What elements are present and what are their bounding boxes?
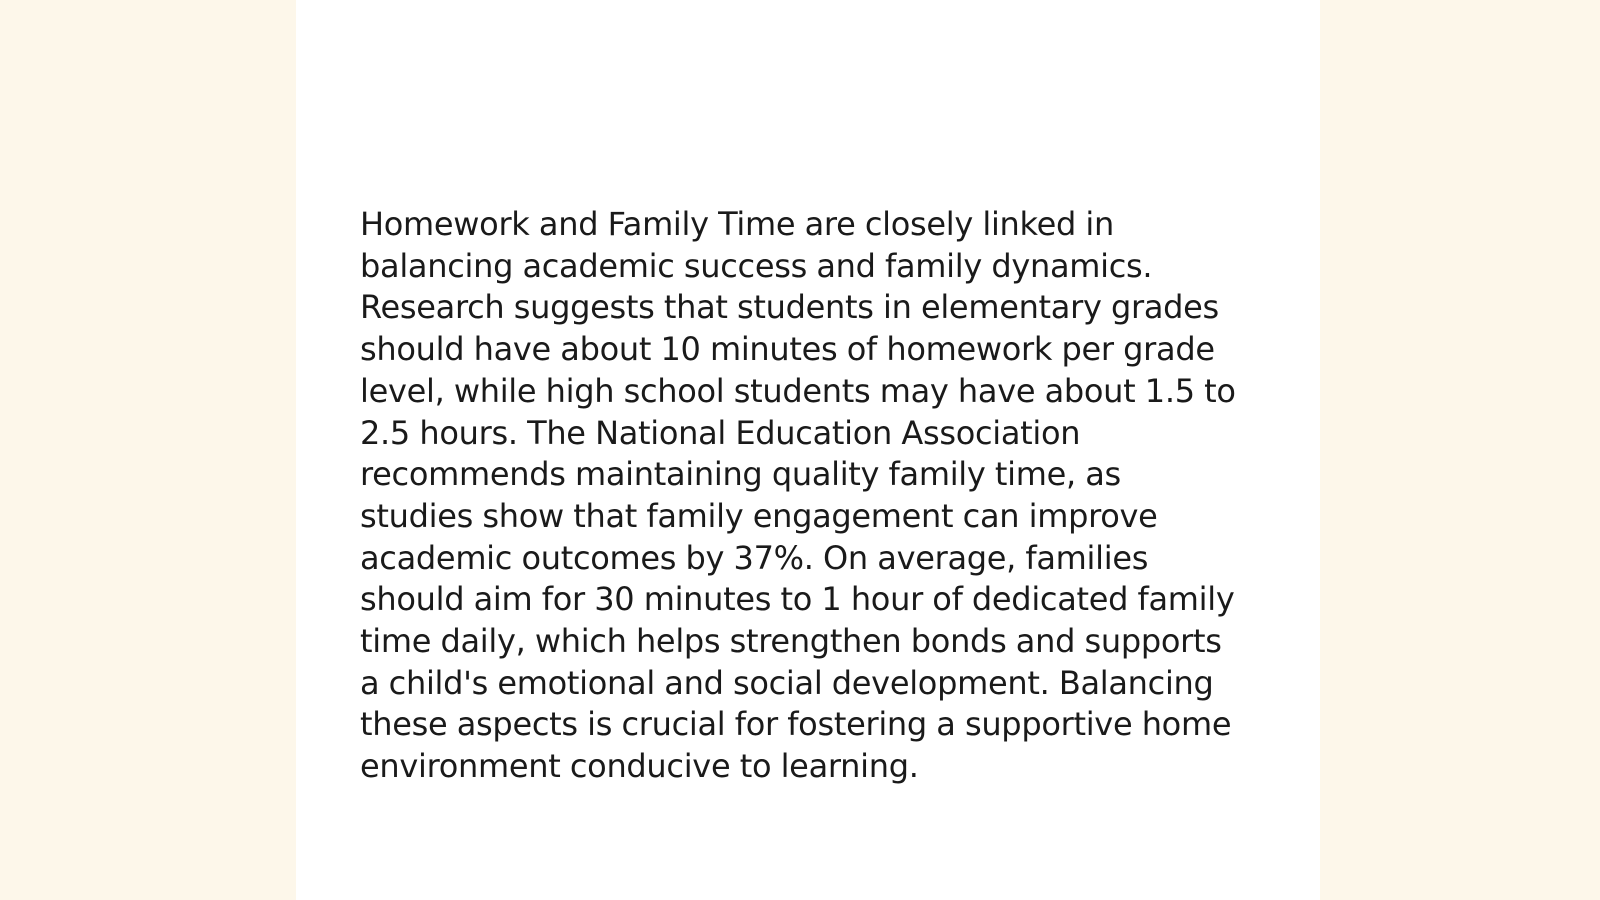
body-paragraph: Homework and Family Time are closely linked in balancing academic success and family dynamics. Research suggests that students in elementary grades should have about 10 minutes of homework per grade level, while high school students may have about 1.5 to 2.5 hours. The National Education Association recommends maintaining quality family time, as studies show that family engagement can improve academic outcomes by 37%. On average, families should aim for 30 minutes to 1 hour of dedicated family time daily, which helps strengthen bonds and supports a child's emotional and social development. Balancing these aspects is crucial for fostering a supportive home environment conducive to learning. [360, 205, 1236, 786]
document-page [296, 0, 1320, 900]
